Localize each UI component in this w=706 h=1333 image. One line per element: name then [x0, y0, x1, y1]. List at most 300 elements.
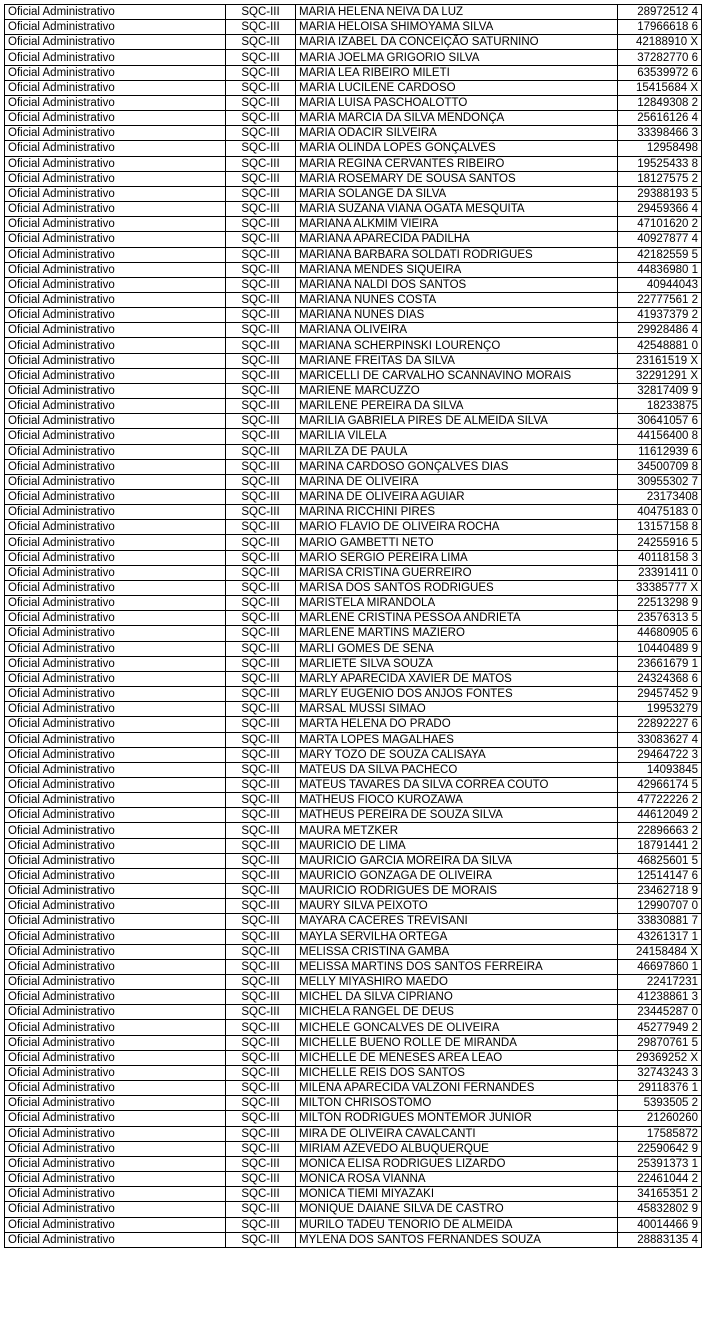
name-cell: MAURA METZKER — [296, 823, 618, 838]
cargo-cell: Oficial Administrativo — [5, 868, 226, 883]
rg-cell: 18791441 2 — [618, 838, 702, 853]
nivel-cell: SQC-III — [226, 823, 296, 838]
cargo-cell: Oficial Administrativo — [5, 611, 226, 626]
cargo-cell: Oficial Administrativo — [5, 1217, 226, 1232]
name-cell: MARTA HELENA DO PRADO — [296, 717, 618, 732]
nivel-cell: SQC-III — [226, 156, 296, 171]
table-row — [5, 1217, 702, 1232]
table-row — [5, 687, 702, 702]
rg-cell: 40475183 0 — [618, 505, 702, 520]
rg-cell: 41238861 3 — [618, 990, 702, 1005]
nivel-cell: SQC-III — [226, 399, 296, 414]
nivel-cell: SQC-III — [226, 262, 296, 277]
table-row — [5, 611, 702, 626]
rg-cell: 18233875 — [618, 399, 702, 414]
name-cell: MARIO GAMBETTI NETO — [296, 535, 618, 550]
nivel-cell: SQC-III — [226, 505, 296, 520]
table-row — [5, 990, 702, 1005]
rg-cell: 23173408 — [618, 490, 702, 505]
nivel-cell: SQC-III — [226, 884, 296, 899]
name-cell: MARIA SOLANGE DA SILVA — [296, 186, 618, 201]
nivel-cell: SQC-III — [226, 687, 296, 702]
name-cell: MICHELLE BUENO ROLLE DE MIRANDA — [296, 1035, 618, 1050]
name-cell: MARILENE PEREIRA DA SILVA — [296, 399, 618, 414]
rg-cell: 23661679 1 — [618, 656, 702, 671]
cargo-cell: Oficial Administrativo — [5, 202, 226, 217]
rg-cell: 33398466 3 — [618, 126, 702, 141]
cargo-cell: Oficial Administrativo — [5, 899, 226, 914]
cargo-cell: Oficial Administrativo — [5, 414, 226, 429]
nivel-cell: SQC-III — [226, 338, 296, 353]
table-row — [5, 596, 702, 611]
cargo-cell: Oficial Administrativo — [5, 520, 226, 535]
cargo-cell: Oficial Administrativo — [5, 1081, 226, 1096]
nivel-cell: SQC-III — [226, 702, 296, 717]
nivel-cell: SQC-III — [226, 580, 296, 595]
rg-cell: 12990707 0 — [618, 899, 702, 914]
nivel-cell: SQC-III — [226, 1217, 296, 1232]
name-cell: MARIO FLAVIO DE OLIVEIRA ROCHA — [296, 520, 618, 535]
cargo-cell: Oficial Administrativo — [5, 262, 226, 277]
table-row — [5, 732, 702, 747]
nivel-cell: SQC-III — [226, 217, 296, 232]
name-cell: MAYLA SERVILHA ORTEGA — [296, 929, 618, 944]
table-row — [5, 1005, 702, 1020]
table-row — [5, 838, 702, 853]
rg-cell: 32817409 9 — [618, 383, 702, 398]
cargo-cell: Oficial Administrativo — [5, 111, 226, 126]
table-row — [5, 1111, 702, 1126]
table-row — [5, 399, 702, 414]
nivel-cell: SQC-III — [226, 171, 296, 186]
table-row — [5, 535, 702, 550]
rg-cell: 25616126 4 — [618, 111, 702, 126]
rg-cell: 29369252 X — [618, 1050, 702, 1065]
nivel-cell: SQC-III — [226, 1020, 296, 1035]
rg-cell: 32743243 3 — [618, 1065, 702, 1080]
nivel-cell: SQC-III — [226, 944, 296, 959]
rg-cell: 28972512 4 — [618, 5, 702, 20]
name-cell: MARINA DE OLIVEIRA AGUIAR — [296, 490, 618, 505]
name-cell: MARIANA OLIVEIRA — [296, 323, 618, 338]
rg-cell: 10440489 9 — [618, 641, 702, 656]
rg-cell: 22417231 — [618, 975, 702, 990]
table-row — [5, 702, 702, 717]
name-cell: MARIA ROSEMARY DE SOUSA SANTOS — [296, 171, 618, 186]
name-cell: MARIA JOELMA GRIGORIO SILVA — [296, 50, 618, 65]
table-row — [5, 217, 702, 232]
nivel-cell: SQC-III — [226, 141, 296, 156]
nivel-cell: SQC-III — [226, 353, 296, 368]
name-cell: MATHEUS FIOCO KUROZAWA — [296, 793, 618, 808]
cargo-cell: Oficial Administrativo — [5, 929, 226, 944]
name-cell: MARIA SUZANA VIANA OGATA MESQUITA — [296, 202, 618, 217]
table-row — [5, 975, 702, 990]
name-cell: MARINA RICCHINI PIRES — [296, 505, 618, 520]
nivel-cell: SQC-III — [226, 383, 296, 398]
cargo-cell: Oficial Administrativo — [5, 1050, 226, 1065]
table-row — [5, 444, 702, 459]
nivel-cell: SQC-III — [226, 641, 296, 656]
nivel-cell: SQC-III — [226, 111, 296, 126]
table-row — [5, 186, 702, 201]
table-row — [5, 5, 702, 20]
table-row — [5, 141, 702, 156]
table-row — [5, 550, 702, 565]
cargo-cell: Oficial Administrativo — [5, 171, 226, 186]
table-row — [5, 884, 702, 899]
rg-cell: 40118158 3 — [618, 550, 702, 565]
cargo-cell: Oficial Administrativo — [5, 565, 226, 580]
name-cell: MARILIA VILELA — [296, 429, 618, 444]
cargo-cell: Oficial Administrativo — [5, 1111, 226, 1126]
table-row — [5, 474, 702, 489]
cargo-cell: Oficial Administrativo — [5, 444, 226, 459]
rg-cell: 22777561 2 — [618, 292, 702, 307]
cargo-cell: Oficial Administrativo — [5, 429, 226, 444]
cargo-cell: Oficial Administrativo — [5, 1187, 226, 1202]
table-row — [5, 368, 702, 383]
cargo-cell: Oficial Administrativo — [5, 217, 226, 232]
name-cell: MONICA TIEMI MIYAZAKI — [296, 1187, 618, 1202]
nivel-cell: SQC-III — [226, 232, 296, 247]
name-cell: MILTON RODRIGUES MONTEMOR JUNIOR — [296, 1111, 618, 1126]
name-cell: MARIA IZABEL DA CONCEIÇÃO SATURNINO — [296, 35, 618, 50]
rg-cell: 46697860 1 — [618, 959, 702, 974]
name-cell: MARSAL MUSSI SIMAO — [296, 702, 618, 717]
nivel-cell: SQC-III — [226, 474, 296, 489]
rg-cell: 11612939 6 — [618, 444, 702, 459]
table-row — [5, 565, 702, 580]
nivel-cell: SQC-III — [226, 459, 296, 474]
nivel-cell: SQC-III — [226, 414, 296, 429]
cargo-cell: Oficial Administrativo — [5, 717, 226, 732]
cargo-cell: Oficial Administrativo — [5, 1172, 226, 1187]
name-cell: MARIANA ALKMIM VIEIRA — [296, 217, 618, 232]
table-row — [5, 717, 702, 732]
name-cell: MARY TOZO DE SOUZA CALISAYA — [296, 747, 618, 762]
rg-cell: 47101620 2 — [618, 217, 702, 232]
name-cell: MARISA CRISTINA GUERREIRO — [296, 565, 618, 580]
cargo-cell: Oficial Administrativo — [5, 308, 226, 323]
cargo-cell: Oficial Administrativo — [5, 5, 226, 20]
nivel-cell: SQC-III — [226, 1035, 296, 1050]
name-cell: MARLENE CRISTINA PESSOA ANDRIETA — [296, 611, 618, 626]
nivel-cell: SQC-III — [226, 1050, 296, 1065]
table-row — [5, 414, 702, 429]
rg-cell: 22513298 9 — [618, 596, 702, 611]
table-row — [5, 126, 702, 141]
nivel-cell: SQC-III — [226, 5, 296, 20]
table-row — [5, 505, 702, 520]
nivel-cell: SQC-III — [226, 126, 296, 141]
table-row — [5, 459, 702, 474]
cargo-cell: Oficial Administrativo — [5, 747, 226, 762]
nivel-cell: SQC-III — [226, 914, 296, 929]
nivel-cell: SQC-III — [226, 277, 296, 292]
rg-cell: 42182559 5 — [618, 247, 702, 262]
rg-cell: 12514147 6 — [618, 868, 702, 883]
rg-cell: 41937379 2 — [618, 308, 702, 323]
nivel-cell: SQC-III — [226, 1141, 296, 1156]
table-row — [5, 232, 702, 247]
nivel-cell: SQC-III — [226, 596, 296, 611]
table-row — [5, 1035, 702, 1050]
rg-cell: 30955302 7 — [618, 474, 702, 489]
cargo-cell: Oficial Administrativo — [5, 126, 226, 141]
cargo-cell: Oficial Administrativo — [5, 1005, 226, 1020]
table-row — [5, 899, 702, 914]
name-cell: MARIANA BARBARA SOLDATI RODRIGUES — [296, 247, 618, 262]
name-cell: MICHEL DA SILVA CIPRIANO — [296, 990, 618, 1005]
name-cell: MONICA ELISA RODRIGUES LIZARDO — [296, 1156, 618, 1171]
table-row — [5, 323, 702, 338]
rg-cell: 45832802 9 — [618, 1202, 702, 1217]
nivel-cell: SQC-III — [226, 747, 296, 762]
nivel-cell: SQC-III — [226, 490, 296, 505]
name-cell: MARIA LEA RIBEIRO MILETI — [296, 65, 618, 80]
name-cell: MYLENA DOS SANTOS FERNANDES SOUZA — [296, 1232, 618, 1247]
nivel-cell: SQC-III — [226, 247, 296, 262]
name-cell: MARLENE MARTINS MAZIERO — [296, 626, 618, 641]
table-row — [5, 292, 702, 307]
table-row — [5, 383, 702, 398]
cargo-cell: Oficial Administrativo — [5, 141, 226, 156]
cargo-cell: Oficial Administrativo — [5, 808, 226, 823]
rg-cell: 22590642 9 — [618, 1141, 702, 1156]
name-cell: MIRA DE OLIVEIRA CAVALCANTI — [296, 1126, 618, 1141]
nivel-cell: SQC-III — [226, 611, 296, 626]
name-cell: MARILZA DE PAULA — [296, 444, 618, 459]
cargo-cell: Oficial Administrativo — [5, 459, 226, 474]
nivel-cell: SQC-III — [226, 20, 296, 35]
rg-cell: 24158484 X — [618, 944, 702, 959]
table-row — [5, 1156, 702, 1171]
name-cell: MILENA APARECIDA VALZONI FERNANDES — [296, 1081, 618, 1096]
rg-cell: 29118376 1 — [618, 1081, 702, 1096]
nivel-cell: SQC-III — [226, 535, 296, 550]
rg-cell: 14093845 — [618, 762, 702, 777]
table-row — [5, 1020, 702, 1035]
rg-cell: 40944043 — [618, 277, 702, 292]
nivel-cell: SQC-III — [226, 929, 296, 944]
nivel-cell: SQC-III — [226, 808, 296, 823]
table-row — [5, 823, 702, 838]
name-cell: MARIANA NUNES COSTA — [296, 292, 618, 307]
cargo-cell: Oficial Administrativo — [5, 884, 226, 899]
nivel-cell: SQC-III — [226, 1232, 296, 1247]
name-cell: MAURICIO GARCIA MOREIRA DA SILVA — [296, 853, 618, 868]
nivel-cell: SQC-III — [226, 671, 296, 686]
nivel-cell: SQC-III — [226, 550, 296, 565]
cargo-cell: Oficial Administrativo — [5, 535, 226, 550]
rg-cell: 29928486 4 — [618, 323, 702, 338]
rg-cell: 45277949 2 — [618, 1020, 702, 1035]
cargo-cell: Oficial Administrativo — [5, 186, 226, 201]
table-row — [5, 338, 702, 353]
table-row — [5, 490, 702, 505]
name-cell: MARILIA GABRIELA PIRES DE ALMEIDA SILVA — [296, 414, 618, 429]
cargo-cell: Oficial Administrativo — [5, 944, 226, 959]
rg-cell: 23576313 5 — [618, 611, 702, 626]
table-row — [5, 656, 702, 671]
nivel-cell: SQC-III — [226, 656, 296, 671]
cargo-cell: Oficial Administrativo — [5, 323, 226, 338]
rg-cell: 22892227 6 — [618, 717, 702, 732]
name-cell: MICHELE GONCALVES DE OLIVEIRA — [296, 1020, 618, 1035]
nivel-cell: SQC-III — [226, 853, 296, 868]
rg-cell: 28883135 4 — [618, 1232, 702, 1247]
nivel-cell: SQC-III — [226, 959, 296, 974]
name-cell: MARIA LUCILENE CARDOSO — [296, 80, 618, 95]
rg-cell: 23161519 X — [618, 353, 702, 368]
nivel-cell: SQC-III — [226, 990, 296, 1005]
nivel-cell: SQC-III — [226, 35, 296, 50]
cargo-cell: Oficial Administrativo — [5, 1156, 226, 1171]
cargo-cell: Oficial Administrativo — [5, 1065, 226, 1080]
cargo-cell: Oficial Administrativo — [5, 156, 226, 171]
rg-cell: 21260260 — [618, 1111, 702, 1126]
cargo-cell: Oficial Administrativo — [5, 1202, 226, 1217]
cargo-cell: Oficial Administrativo — [5, 353, 226, 368]
nivel-cell: SQC-III — [226, 80, 296, 95]
table-row — [5, 1202, 702, 1217]
cargo-cell: Oficial Administrativo — [5, 959, 226, 974]
table-row — [5, 80, 702, 95]
rg-cell: 63539972 6 — [618, 65, 702, 80]
table-row — [5, 626, 702, 641]
table-row — [5, 308, 702, 323]
nivel-cell: SQC-III — [226, 186, 296, 201]
rg-cell: 22896663 2 — [618, 823, 702, 838]
rg-cell: 34500709 8 — [618, 459, 702, 474]
rg-cell: 42188910 X — [618, 35, 702, 50]
nivel-cell: SQC-III — [226, 1096, 296, 1111]
cargo-cell: Oficial Administrativo — [5, 1141, 226, 1156]
table-row — [5, 1187, 702, 1202]
table-row — [5, 35, 702, 50]
rg-cell: 47722226 2 — [618, 793, 702, 808]
name-cell: MILTON CHRISOSTOMO — [296, 1096, 618, 1111]
table-row — [5, 914, 702, 929]
name-cell: MIRIAM AZEVEDO ALBUQUERQUE — [296, 1141, 618, 1156]
cargo-cell: Oficial Administrativo — [5, 505, 226, 520]
rg-cell: 37282770 6 — [618, 50, 702, 65]
rg-cell: 29870761 5 — [618, 1035, 702, 1050]
table-row — [5, 1172, 702, 1187]
table-row — [5, 65, 702, 80]
nivel-cell: SQC-III — [226, 323, 296, 338]
cargo-cell: Oficial Administrativo — [5, 975, 226, 990]
rg-cell: 23391411 0 — [618, 565, 702, 580]
rg-cell: 19525433 8 — [618, 156, 702, 171]
rg-cell: 12958498 — [618, 141, 702, 156]
name-cell: MICHELLE DE MENESES AREA LEAO — [296, 1050, 618, 1065]
nivel-cell: SQC-III — [226, 1065, 296, 1080]
name-cell: MARIO SERGIO PEREIRA LIMA — [296, 550, 618, 565]
cargo-cell: Oficial Administrativo — [5, 641, 226, 656]
nivel-cell: SQC-III — [226, 1187, 296, 1202]
rg-cell: 42548881 0 — [618, 338, 702, 353]
nivel-cell: SQC-III — [226, 793, 296, 808]
name-cell: MARIA HELOISA SHIMOYAMA SILVA — [296, 20, 618, 35]
name-cell: MARIA HELENA NEIVA DA LUZ — [296, 5, 618, 20]
rg-cell: 33083627 4 — [618, 732, 702, 747]
rg-cell: 19953279 — [618, 702, 702, 717]
table-row — [5, 247, 702, 262]
name-cell: MARISTELA MIRANDOLA — [296, 596, 618, 611]
cargo-cell: Oficial Administrativo — [5, 762, 226, 777]
rg-cell: 33830881 7 — [618, 914, 702, 929]
cargo-cell: Oficial Administrativo — [5, 232, 226, 247]
cargo-cell: Oficial Administrativo — [5, 474, 226, 489]
nivel-cell: SQC-III — [226, 429, 296, 444]
nivel-cell: SQC-III — [226, 565, 296, 580]
nivel-cell: SQC-III — [226, 368, 296, 383]
cargo-cell: Oficial Administrativo — [5, 490, 226, 505]
nivel-cell: SQC-III — [226, 777, 296, 792]
cargo-cell: Oficial Administrativo — [5, 823, 226, 838]
nivel-cell: SQC-III — [226, 65, 296, 80]
nivel-cell: SQC-III — [226, 1126, 296, 1141]
table-row — [5, 50, 702, 65]
cargo-cell: Oficial Administrativo — [5, 1126, 226, 1141]
rg-cell: 29464722 3 — [618, 747, 702, 762]
name-cell: MURILO TADEU TENORIO DE ALMEIDA — [296, 1217, 618, 1232]
nivel-cell: SQC-III — [226, 732, 296, 747]
cargo-cell: Oficial Administrativo — [5, 399, 226, 414]
table-row — [5, 1096, 702, 1111]
cargo-cell: Oficial Administrativo — [5, 914, 226, 929]
table-row — [5, 202, 702, 217]
name-cell: MARLI GOMES DE SENA — [296, 641, 618, 656]
name-cell: MARLY EUGENIO DOS ANJOS FONTES — [296, 687, 618, 702]
name-cell: MARTA LOPES MAGALHAES — [296, 732, 618, 747]
nivel-cell: SQC-III — [226, 1202, 296, 1217]
rg-cell: 24255916 5 — [618, 535, 702, 550]
cargo-cell: Oficial Administrativo — [5, 277, 226, 292]
name-cell: MATEUS DA SILVA PACHECO — [296, 762, 618, 777]
name-cell: MICHELLE REIS DOS SANTOS — [296, 1065, 618, 1080]
nivel-cell: SQC-III — [226, 1081, 296, 1096]
table-row — [5, 793, 702, 808]
cargo-cell: Oficial Administrativo — [5, 550, 226, 565]
rg-cell: 23445287 0 — [618, 1005, 702, 1020]
table-row — [5, 868, 702, 883]
name-cell: MELLY MIYASHIRO MAEDO — [296, 975, 618, 990]
name-cell: MARINA DE OLIVEIRA — [296, 474, 618, 489]
rg-cell: 29388193 5 — [618, 186, 702, 201]
name-cell: MARIANA APARECIDA PADILHA — [296, 232, 618, 247]
rg-cell: 33385777 X — [618, 580, 702, 595]
name-cell: MARIA MARCIA DA SILVA MENDONÇA — [296, 111, 618, 126]
cargo-cell: Oficial Administrativo — [5, 35, 226, 50]
name-cell: MARIANA MENDES SIQUEIRA — [296, 262, 618, 277]
rg-cell: 18127575 2 — [618, 171, 702, 186]
cargo-cell: Oficial Administrativo — [5, 687, 226, 702]
name-cell: MARIA OLINDA LOPES GONÇALVES — [296, 141, 618, 156]
nivel-cell: SQC-III — [226, 899, 296, 914]
cargo-cell: Oficial Administrativo — [5, 838, 226, 853]
table-row — [5, 929, 702, 944]
cargo-cell: Oficial Administrativo — [5, 338, 226, 353]
table-row — [5, 1232, 702, 1247]
nivel-cell: SQC-III — [226, 308, 296, 323]
table-row — [5, 277, 702, 292]
rg-cell: 32291291 X — [618, 368, 702, 383]
name-cell: MARISA DOS SANTOS RODRIGUES — [296, 580, 618, 595]
name-cell: MONICA ROSA VIANNA — [296, 1172, 618, 1187]
